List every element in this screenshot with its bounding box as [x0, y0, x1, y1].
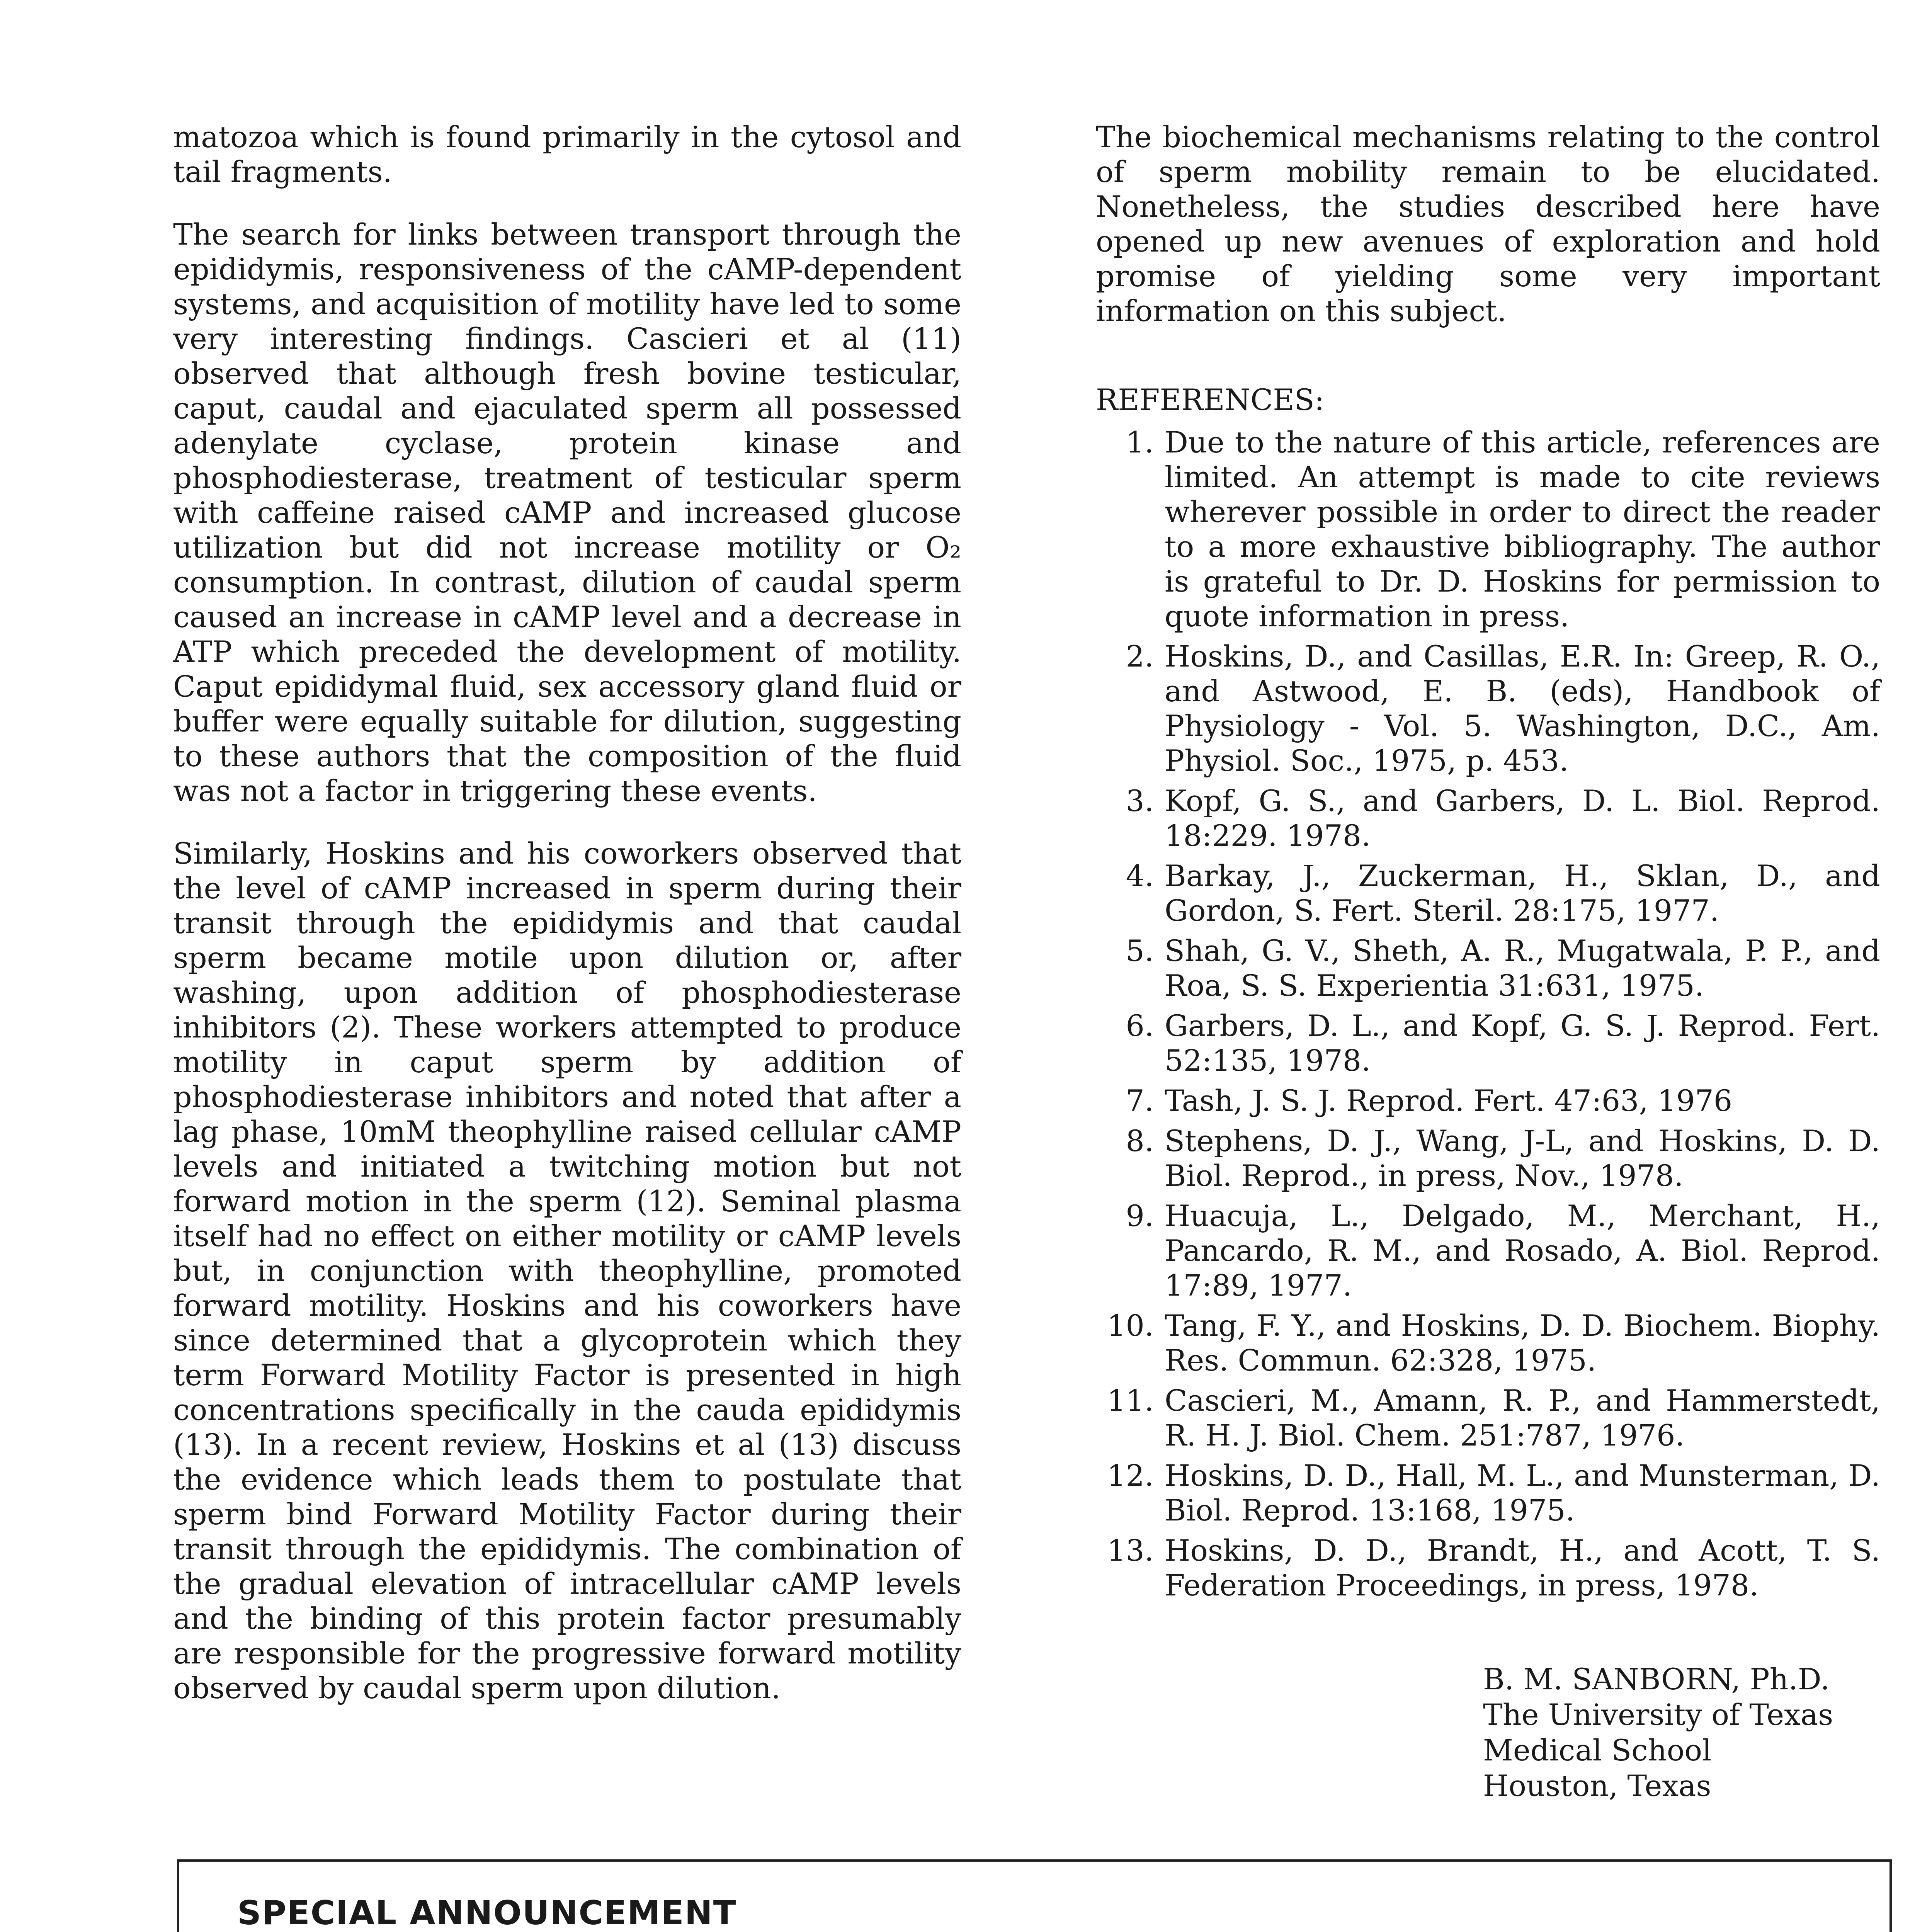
reference-text: Hoskins, D. D., Hall, M. L., and Munsterman, D. Biol. Reprod. 13:168, 1975.	[1165, 1458, 1880, 1527]
announcement-title: SPECIAL ANNOUNCEMENT	[237, 1894, 737, 1932]
reference-text: Huacuja, L., Delgado, M., Merchant, H., Pancardo, R. M., and Rosado, A. Biol. Reprod. 17:89, 1977.	[1165, 1199, 1880, 1303]
conclusion-paragraph: The biochemical mechanisms relating to the control of sperm mobility remain to be elucidated. Nonetheless, the studies described here have opened up new avenues of exploration and hold promise of yielding some very important information on this subject.	[1096, 120, 1880, 328]
reference-item	[1096, 784, 1880, 853]
author-affiliation: Medical School	[1483, 1733, 1712, 1767]
references-heading: REFERENCES:	[1096, 383, 1325, 417]
reference-text: Tash, J. S. J. Reprod. Fert. 47:63, 1976	[1165, 1083, 1733, 1118]
reference-text: Shah, G. V., Sheth, A. R., Mugatwala, P. P., and Roa, S. S. Experientia 31:631, 1975.	[1165, 934, 1880, 1003]
reference-number: 9.	[1126, 1199, 1154, 1233]
references-list	[1096, 425, 1880, 1603]
right-column	[1096, 120, 1880, 1608]
reference-text: Tang, F. Y., and Hoskins, D. D. Biochem. Biophy. Res. Commun. 62:328, 1975.	[1165, 1308, 1880, 1378]
reference-item	[1096, 1083, 1880, 1118]
reference-item	[1096, 934, 1880, 1003]
special-announcement-box	[177, 1859, 1892, 1932]
reference-number: 4.	[1126, 859, 1154, 893]
reference-item	[1096, 1124, 1880, 1193]
reference-number: 13.	[1107, 1533, 1154, 1568]
reference-text: Barkay, J., Zuckerman, H., Sklan, D., and Gordon, S. Fert. Steril. 28:175, 1977.	[1165, 859, 1880, 928]
reference-text: Due to the nature of this article, references are limited. An attempt is made to cite reviews wherever possible in order to direct the reader to a more exhaustive bibliography. The author is grateful to Dr. D. Hoskins for permission to quote information in press.	[1165, 425, 1880, 633]
reference-item	[1096, 859, 1880, 928]
reference-number: 3.	[1126, 784, 1154, 818]
reference-item	[1096, 1308, 1880, 1378]
reference-number: 12.	[1107, 1458, 1154, 1493]
reference-item	[1096, 1009, 1880, 1078]
body-paragraph: Similarly, Hoskins and his coworkers observed that the level of cAMP increased in sperm during their transit through the epididymis and that caudal sperm became motile upon dilution or, after washing, upon addition of phosphodiesterase inhibitors (2). These workers attempted to produce motility in caput sperm by addition of phosphodiesterase inhibitors and noted that after a lag phase, 10mM theophylline raised cellular cAMP levels and initiated a twitching motion but not forward motion in the sperm (12). Seminal plasma itself had no effect on either motility or cAMP levels but, in conjunction with theophylline, promoted forward motility. Hoskins and his coworkers have since determined that a glycoprotein which they term Forward Motility Factor is presented in high concentrations specifically in the cauda epididymis (13). In a recent review, Hoskins et al (13) discuss the evidence which leads them to postulate that sperm bind Forward Motility Factor during their transit through the epididymis. The combination of the gradual elevation of intracellular cAMP levels and the binding of this protein factor presumably are responsible for the progressive forward motility observed by caudal sperm upon dilution.	[173, 836, 961, 1705]
reference-text: Cascieri, M., Amann, R. P., and Hammerstedt, R. H. J. Biol. Chem. 251:787, 1976.	[1165, 1383, 1880, 1452]
reference-number: 5.	[1126, 934, 1154, 968]
body-paragraph: The search for links between transport through the epididymis, responsiveness of the cAMP-dependent systems, and acquisition of motility have led to some very interesting findings. Cascieri et al (11) observed that although fresh bovine testicular, caput, caudal and ejaculated sperm all possessed adenylate cyclase, protein kinase and phosphodiesterase, treatment of testicular sperm with caffeine raised cAMP and increased glucose utilization but did not increase motility or O₂ consumption. In contrast, dilution of caudal sperm caused an increase in cAMP level and a decrease in ATP which preceded the development of motility. Caput epididymal fluid, sex accessory gland fluid or buffer were equally suitable for dilution, suggesting to these authors that the composition of the fluid was not a factor in triggering these events.	[173, 217, 961, 808]
reference-item	[1096, 425, 1880, 634]
reference-item	[1096, 1458, 1880, 1528]
reference-number: 10.	[1107, 1308, 1154, 1343]
reference-item	[1096, 1199, 1880, 1303]
reference-number: 7.	[1126, 1083, 1154, 1118]
body-paragraph: matozoa which is found primarily in the cytosol and tail fragments.	[173, 120, 961, 189]
reference-text: Hoskins, D., and Casillas, E.R. In: Greep, R. O., and Astwood, E. B. (eds), Handbook of Physiology - Vol. 5. Washington, D.C., Am. Physiol. Soc., 1975, p. 453.	[1165, 639, 1880, 778]
reference-item	[1096, 1383, 1880, 1453]
reference-text: Kopf, G. S., and Garbers, D. L. Biol. Reprod. 18:229. 1978.	[1165, 784, 1880, 853]
left-column	[173, 120, 961, 1706]
reference-number: 1.	[1126, 425, 1154, 459]
reference-number: 11.	[1107, 1383, 1154, 1418]
reference-number: 2.	[1126, 639, 1154, 673]
reference-text: Garbers, D. L., and Kopf, G. S. J. Reprod. Fert. 52:135, 1978.	[1165, 1009, 1880, 1078]
reference-item	[1096, 1533, 1880, 1603]
reference-item	[1096, 639, 1880, 778]
author-signature	[1483, 1662, 1833, 1804]
reference-number: 8.	[1126, 1124, 1154, 1158]
reference-text: Stephens, D. J., Wang, J-L, and Hoskins, D. D. Biol. Reprod., in press, Nov., 1978.	[1165, 1124, 1880, 1193]
reference-number: 6.	[1126, 1009, 1154, 1043]
author-affiliation: The University of Texas	[1483, 1697, 1833, 1732]
reference-text: Hoskins, D. D., Brandt, H., and Acott, T. S. Federation Proceedings, in press, 1978.	[1165, 1533, 1880, 1602]
author-name: B. M. SANBORN, Ph.D.	[1483, 1662, 1830, 1696]
author-location: Houston, Texas	[1483, 1769, 1711, 1803]
